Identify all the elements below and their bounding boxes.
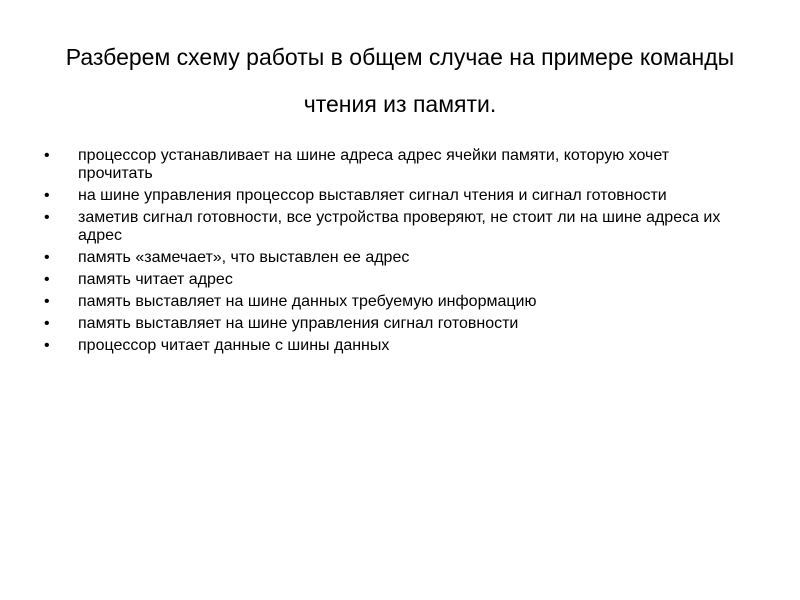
bullet-marker: • (44, 337, 50, 354)
bullet-text: память читает адрес (78, 271, 233, 288)
bullet-item (44, 249, 744, 267)
bullet-marker: • (44, 315, 50, 332)
slide-title: Разберем схему работы в общем случае на примере команды чтения из памяти. (65, 44, 735, 117)
bullet-text: процессор читает данные с шины данных (78, 337, 390, 354)
bullet-text: память выставляет на шине управления сигнал готовности (78, 315, 519, 332)
bullet-marker: • (44, 271, 50, 288)
bullet-text: память «замечает», что выставлен ее адрес (78, 249, 410, 266)
bullet-item (44, 147, 744, 183)
bullet-text: процессор устанавливает на шине адреса адрес ячейки памяти, которую хочет прочитать (78, 147, 670, 182)
bullet-marker: • (44, 209, 50, 226)
bullet-marker: • (44, 293, 50, 310)
bullet-item (44, 187, 744, 205)
bullet-list (44, 147, 744, 359)
bullet-item (44, 271, 744, 289)
bullet-text: память выставляет на шине данных требуемую информацию (78, 293, 537, 310)
bullet-marker: • (44, 249, 50, 266)
bullet-item (44, 209, 744, 245)
bullet-text: на шине управления процессор выставляет сигнал чтения и сигнал готовности (78, 187, 667, 204)
bullet-text: заметив сигнал готовности, все устройства проверяют, не стоит ли на шине адреса их адрес (78, 209, 721, 244)
bullet-item (44, 315, 744, 333)
bullet-item (44, 293, 744, 311)
bullet-item (44, 337, 744, 355)
bullet-marker: • (44, 147, 50, 164)
bullet-marker: • (44, 187, 50, 204)
